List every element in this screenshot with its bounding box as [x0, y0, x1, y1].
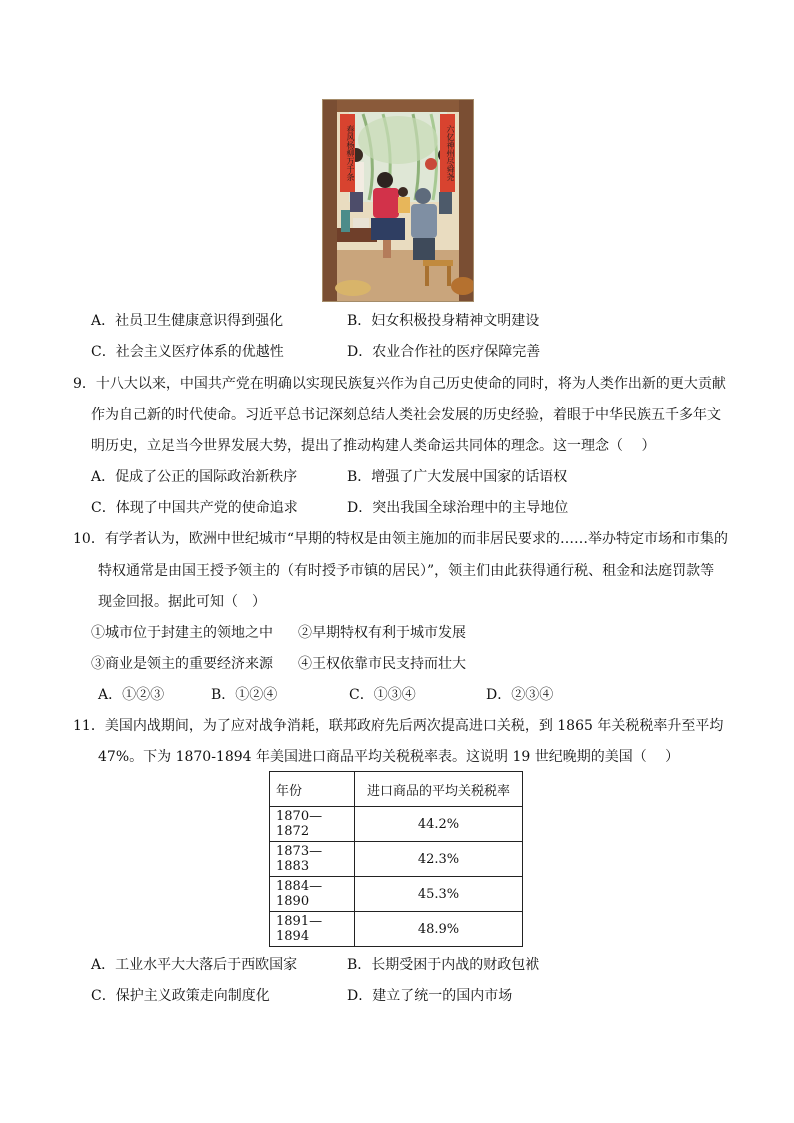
table-cell-rate: 45.3%	[355, 877, 523, 912]
table-header-row	[270, 772, 523, 807]
table-header-year: 年份	[270, 772, 355, 807]
q10-statement-1: ①城市位于封建主的领地之中	[91, 625, 273, 641]
q10-option-c: C．①③④	[349, 687, 416, 703]
q8-option-b: B．妇女积极投身精神文明建设	[347, 313, 540, 329]
q10-statement-3: ③商业是领主的重要经济来源	[91, 656, 273, 672]
right-couplet: 六亿神州尽舜尧	[440, 114, 455, 192]
table-cell-year: 1891—1894	[270, 912, 355, 947]
table-row	[270, 807, 523, 842]
table-row	[270, 912, 523, 947]
q11-option-d: D．建立了统一的国内市场	[347, 988, 513, 1004]
q10-stem-line-3: 现金回报。据此可知（ ）	[98, 594, 266, 610]
q10-option-a: A．①②③	[98, 687, 165, 703]
q9-option-a: A．促成了公正的国际政治新秩序	[91, 469, 298, 485]
q9-option-b: B．增强了广大发展中国家的话语权	[347, 469, 568, 485]
q10-statement-2: ②早期特权有利于城市发展	[298, 625, 466, 641]
q10-statement-4: ④王权依靠市民支持而壮大	[298, 656, 466, 672]
q11-option-a: A．工业水平大大落后于西欧国家	[91, 957, 298, 973]
table-cell-rate: 48.9%	[355, 912, 523, 947]
table-cell-rate: 44.2%	[355, 807, 523, 842]
q11-stem-line-1: 11．美国内战期间，为了应对战争消耗，联邦政府先后两次提高进口关税，到 1865 年关税税率升至平均	[73, 718, 724, 734]
q10-stem-line-2: 特权通常是由国王授予领主的（有时授予市镇的居民）”，领主们由此获得通行税、租金和法庭罚款等	[98, 563, 715, 579]
q11-option-c: C．保护主义政策走向制度化	[91, 988, 270, 1004]
table-row	[270, 842, 523, 877]
q9-option-c: C．体现了中国共产党的使命追求	[91, 500, 298, 516]
q9-stem-line-2: 作为自己新的时代使命。习近平总书记深刻总结人类社会发展的历史经验，着眼于中华民族五千多年文	[91, 407, 721, 423]
table-cell-year: 1873—1883	[270, 842, 355, 877]
q11-option-b: B．长期受困于内战的财政包袱	[347, 957, 540, 973]
q9-option-d: D．突出我国全球治理中的主导地位	[347, 500, 569, 516]
poster-illustration	[322, 99, 474, 302]
q11-stem-line-2: 47%。下为 1870-1894 年美国进口商品平均关税税率表。这说明 19 世纪晚期的美国（ ）	[98, 749, 680, 765]
q10-stem-line-1: 10．有学者认为，欧洲中世纪城市“早期的特权是由领主施加的而非居民要求的……举办特定市场和市集的	[73, 531, 728, 547]
q10-option-b: B．①②④	[211, 687, 278, 703]
table-cell-year: 1870—1872	[270, 807, 355, 842]
q8-option-d: D．农业合作社的医疗保障完善	[347, 344, 541, 360]
q9-stem-line-3: 明历史，立足当今世界发展大势，提出了推动构建人类命运共同体的理念。这一理念（ ）	[91, 438, 656, 454]
table-cell-year: 1884—1890	[270, 877, 355, 912]
table-cell-rate: 42.3%	[355, 842, 523, 877]
left-couplet: 春风杨柳万千条	[340, 114, 355, 192]
table-header-rate: 进口商品的平均关税税率	[355, 772, 523, 807]
table-row	[270, 877, 523, 912]
q8-option-c: C．社会主义医疗体系的优越性	[91, 344, 284, 360]
q9-stem-line-1: 9．十八大以来，中国共产党在明确以实现民族复兴作为自己历史使命的同时，将为人类作出新的更大贡献	[73, 376, 726, 392]
q10-option-d: D．②③④	[486, 687, 554, 703]
tariff-rate-table	[269, 771, 523, 947]
q8-option-a: A．社员卫生健康意识得到强化	[91, 313, 284, 329]
